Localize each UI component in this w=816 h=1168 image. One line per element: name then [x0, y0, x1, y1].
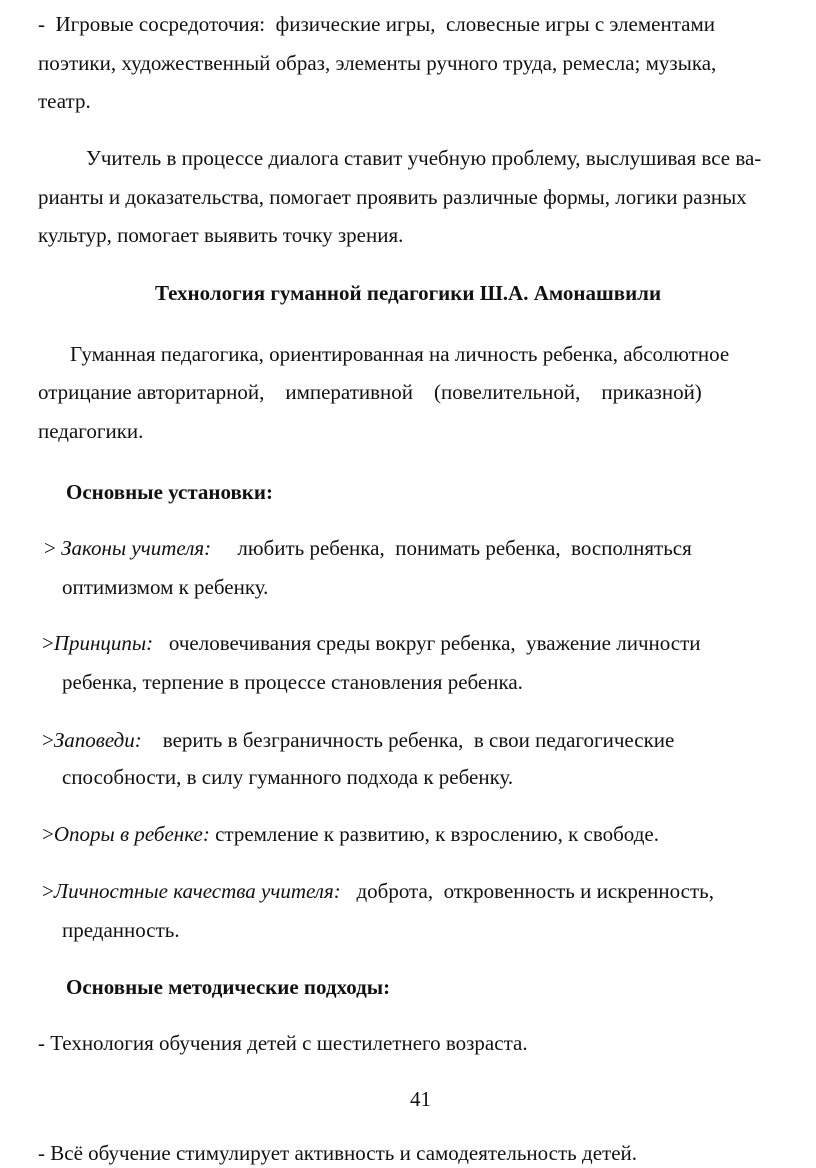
text-line: Гуманная педагогика, ориентированная на личность ребенка, абсолютное — [70, 342, 730, 366]
subsection-heading: Основные методические подходы: — [66, 975, 391, 999]
item-prefix: > — [42, 728, 54, 752]
item-label: Личностные качества учителя: — [53, 879, 341, 903]
page-number: 41 — [410, 1087, 431, 1111]
item-prefix: > — [44, 536, 62, 560]
item-label: Законы учителя: — [61, 536, 212, 560]
item-text: любить ребенка, понимать ребенка, восполняться — [237, 536, 692, 560]
item-gap — [211, 536, 237, 560]
item-prefix: > — [42, 822, 54, 846]
list-item — [44, 536, 692, 560]
item-text: стремление к развитию, к взрослению, к свободе. — [215, 822, 659, 846]
item-gap — [153, 631, 169, 655]
list-item — [42, 728, 674, 752]
text-line: - Технология обучения детей с шестилетнего возраста. — [38, 1031, 528, 1055]
text-line: культур, помогает выявить точку зрения. — [38, 223, 404, 247]
list-item-continuation: способности, в силу гуманного подхода к ребенку. — [62, 765, 514, 789]
text-line: - Игровые сосредоточия: физические игры, словесные игры с элементами — [38, 12, 715, 36]
list-item — [42, 822, 659, 846]
section-heading: Технология гуманной педагогики Ш.А. Амонашвили — [154, 281, 662, 305]
item-text: доброта, откровенность и искренность, — [356, 879, 715, 903]
list-item-continuation: ребенка, терпение в процессе становления ребенка. — [62, 670, 523, 694]
list-item-continuation: оптимизмом к ребенку. — [62, 575, 269, 599]
item-label: Опоры в ребенке: — [53, 822, 210, 846]
item-label: Заповеди: — [53, 728, 142, 752]
item-gap — [341, 879, 357, 903]
list-item — [42, 631, 701, 655]
text-line: Учитель в процессе диалога ставит учебную проблему, выслушивая все ва- — [86, 146, 762, 170]
item-gap — [142, 728, 163, 752]
text-line: - Всё обучение стимулирует активность и самодеятельность детей. — [38, 1141, 638, 1165]
item-prefix: > — [42, 631, 54, 655]
item-prefix: > — [42, 879, 54, 903]
item-text: очеловечивания среды вокруг ребенка, уважение личности — [168, 631, 701, 655]
text-line: поэтики, художественный образ, элементы ручного труда, ремесла; музыка, — [38, 51, 717, 75]
list-item-continuation: преданность. — [62, 918, 180, 942]
text-line: театр. — [38, 89, 91, 113]
item-text: верить в безграничность ребенка, в свои педагогические — [162, 728, 675, 752]
list-item — [42, 879, 714, 903]
text-line: отрицание авторитарной, императивной (повелительной, приказной) — [38, 380, 702, 404]
subsection-heading: Основные установки: — [66, 480, 273, 504]
item-label: Принципы: — [53, 631, 154, 655]
text-line: педагогики. — [38, 419, 144, 443]
text-line: рианты и доказательства, помогает проявить различные формы, логики разных — [38, 185, 747, 209]
